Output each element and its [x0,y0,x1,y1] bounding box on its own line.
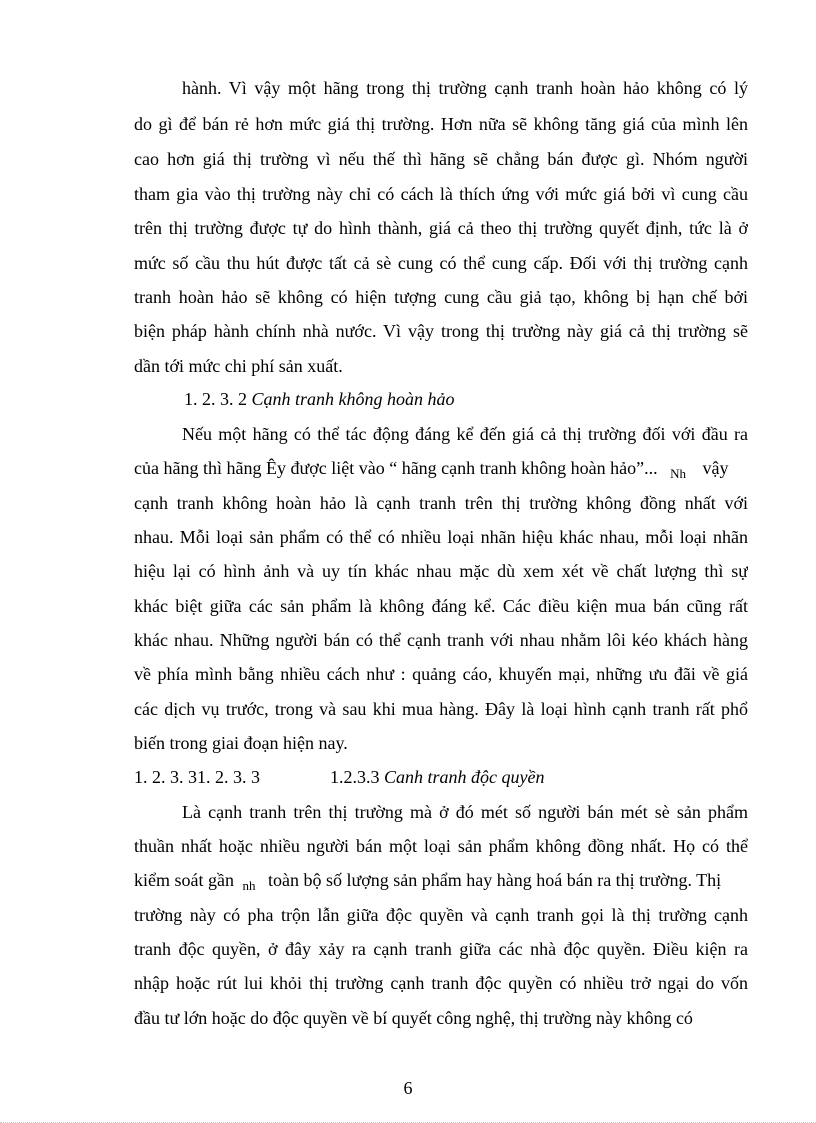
text-line: hành. Vì vậy một hãng trong thị trường cạnh tranh hoàn hảo không có lý [182,78,748,98]
text-fragment: nh [242,878,256,893]
text-line: đầu tư lớn hoặc do độc quyền về bí quyết công nghệ, thị trường này không có [134,1008,693,1028]
text-segment: kiểm soát gần [134,870,234,890]
text-segment: vậy [702,458,729,478]
text-segment: của hãng thì hãng Êy được liệt vào “ hãng cạnh tranh không hoàn hảo”... [134,458,658,478]
text-line: dần tới mức chi phí sản xuất. [134,356,343,376]
text-line: tham gia vào thị trường này chỉ có cách là thích ứng với mức giá bởi vì cung cầu [134,184,748,204]
text-segment: toàn bộ số lượng sản phẩm hay hàng hoá bán ra thị trường. Thị [267,870,722,890]
section-number: 1. 2. 3. 2 [184,389,247,409]
text-line: thuần nhất hoặc nhiều người bán một loại sản phẩm không đồng nhất. Họ có thể [134,836,748,856]
text-line: nhập hoặc rút lui khỏi thị trường cạnh tranh độc quyền có nhiều trở ngại do vốn [134,973,748,993]
section-number: 1.2.3.3 [330,767,380,787]
text-line: hiệu lại có hình ảnh và uy tín khác nhau mặc dù xem xét về chất lượng thì sự [134,561,748,581]
text-line: nhau. Mỗi loại sản phẩm có thể có nhiều loại nhãn hiệu khác nhau, mỗi loại nhãn [134,527,748,547]
text-line: do gì để bán rẻ hơn mức giá thị trường. Hơn nữa sẽ không tăng giá của mình lên [134,114,748,134]
text-line: trường này có pha trộn lẫn giữa độc quyền và cạnh tranh gọi là thị trường cạnh [134,905,748,925]
section-title: Cạnh tranh không hoàn hảo [251,389,455,409]
text-line: mức số cầu thu hút được tất cả sè cung có thể cung cấp. Đối với thị trường cạnh [134,253,748,273]
text-line [134,868,721,894]
section-heading [134,765,260,789]
text-line: Là cạnh tranh trên thị trường mà ở đó mét số người bán mét sè sản phẩm [182,802,748,822]
text-line: các dịch vụ trước, trong và sau khi mua hàng. Đây là loại hình cạnh tranh rất phổ [134,699,748,719]
section-title: Canh tranh độc quyền [384,767,545,787]
section-heading [330,765,544,789]
text-line: biện pháp hành chính nhà nước. Vì vậy trong thị trường này giá cả thị trường sẽ [134,321,748,341]
text-line: cao hơn giá thị trường vì nếu thế thì hãng sẽ chẳng bán được gì. Nhóm người [134,149,748,169]
text-fragment: Nh [670,466,686,481]
text-line: tranh hoàn hảo sẽ không có hiện tượng cung cầu giả tạo, không bị hạn chế bởi [134,287,748,307]
section-number-prefix: 1. 2. 3. 31. 2. 3. 3 [134,767,260,787]
text-line: Nếu một hãng có thể tác động đáng kể đến giá cả thị trường đối với đầu ra [182,424,748,444]
text-line: khác nhau. Những người bán có thể cạnh tranh với nhau nhằm lôi kéo khách hàng [134,630,748,650]
page-number: 6 [403,1078,413,1098]
section-heading [184,387,455,411]
text-line: khác biệt giữa các sản phẩm là không đáng kể. Các điều kiện mua bán cũng rất [134,596,748,616]
text-line: trên thị trường được tự do hình thành, giá cả theo thị trường quyết định, tức là ở [134,218,748,238]
text-line: tranh độc quyền, ở đây xảy ra cạnh tranh giữa các nhà độc quyền. Điều kiện ra [134,939,748,959]
text-line: biến trong giai đoạn hiện nay. [134,733,348,753]
text-line: về phía mình bằng nhiều cách như : quảng cáo, khuyến mại, những ưu đãi về giá [134,664,748,684]
text-line: cạnh tranh không hoàn hảo là cạnh tranh trên thị trường không đồng nhất với [134,493,748,513]
text-line [134,456,729,482]
